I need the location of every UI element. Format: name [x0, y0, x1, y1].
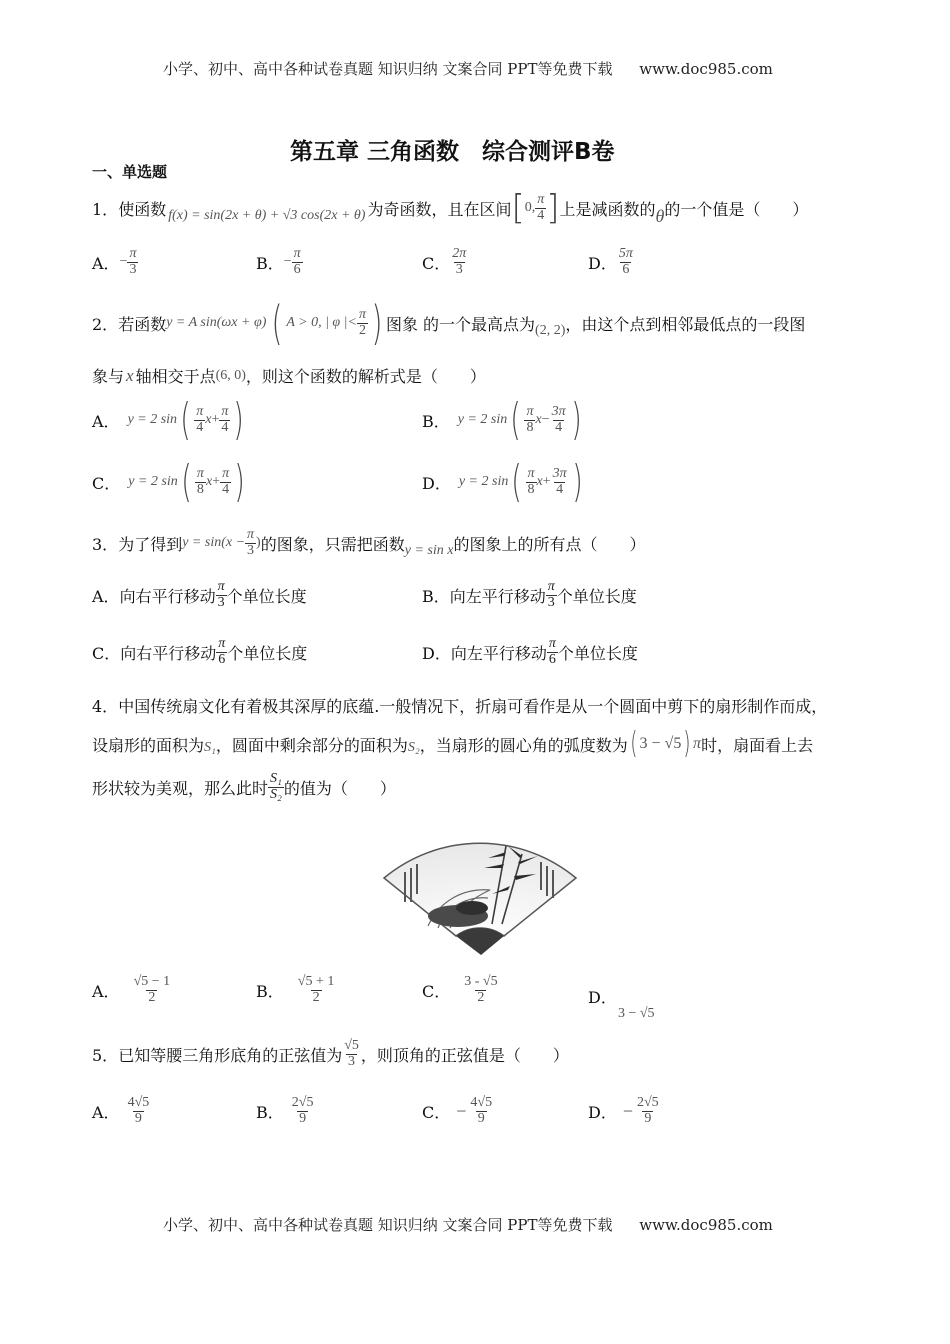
q2-point1: (2, 2) — [535, 323, 566, 338]
q3-formula2: y = sin x — [404, 543, 454, 558]
page-header — [163, 58, 773, 79]
footer-text: 小学、初中、高中各种试卷真题 知识归纳 文案合同 PPT等免费下载 — [163, 1216, 613, 1234]
q5-option-c[interactable]: C． − $\frac{4√5}{9}$ — [422, 1095, 493, 1126]
q2-point2: (6, 0) — [215, 367, 246, 383]
header-url: www.doc985.com — [639, 60, 773, 78]
q1-theta: θ — [655, 205, 665, 226]
q4-option-d[interactable]: D． 3 − √5 — [588, 988, 655, 1021]
question-4-line3: 形状较为美观，那么此时 $\frac{\text{S₁}}{\text{S₂}}$ 的值为（ ） — [92, 771, 396, 802]
q3-option-c[interactable]: C． 向右平行移动 $\frac{\pi}{6}$ 个单位长度 — [92, 636, 308, 667]
question-4-line2: 设扇形的面积为 S₁ ，圆面中剩余部分的面积为 S₂ ，当扇形的圆心角的弧度数为 ( 3 − √5 ) π 时，扇面看上去 — [92, 726, 814, 761]
q2-condition-fraction: $\frac{\pi}{2}$ — [358, 306, 366, 338]
q3-formula: y = sin(x − — [182, 535, 246, 550]
q5-option-d[interactable]: D． − $\frac{2√5}{9}$ — [588, 1095, 659, 1126]
q4-arc-value: 3 − √5 — [639, 735, 682, 752]
question-5: 5． 已知等腰三角形底角的正弦值为 $\frac{√5}{3}$ ，则顶角的正弦值是（ ） — [92, 1037, 569, 1069]
folding-fan-image — [380, 828, 580, 958]
q5-option-b[interactable]: B． $\frac{2√5}{9}$ — [256, 1095, 314, 1126]
q1-stem-tail: 的一个值是（ ） — [664, 199, 809, 219]
question-4-line1: 4．中国传统扇文化有着极其深厚的底蕴.一般情况下，折扇可看作是从一个圆面中剪下的扇形制作而成， — [92, 697, 828, 716]
q4-option-b[interactable]: B． $\frac{√5 + 1}{2}$ — [256, 974, 335, 1005]
footer-url: www.doc985.com — [639, 1216, 773, 1234]
question-2-line2: 象与 x 轴相交于点 (6, 0) ，则这个函数的解析式是（ ） — [92, 365, 486, 386]
q2-option-a[interactable]: A． y = 2 sin ( $\frac{\pi}{4}$ x + $\frac{\pi}{4}$ ) — [92, 394, 245, 445]
q3-option-b[interactable]: B． 向左平行移动 $\frac{\pi}{3}$ 个单位长度 — [422, 579, 637, 610]
q4-option-a[interactable]: A． $\frac{√5 - 1}{2}$ — [92, 974, 171, 1005]
q3-option-a[interactable]: A． 向右平行移动 $\frac{\pi}{3}$ 个单位长度 — [92, 579, 307, 610]
header-text: 小学、初中、高中各种试卷真题 知识归纳 文案合同 PPT等免费下载 — [163, 60, 613, 78]
page-footer — [163, 1214, 773, 1235]
section-heading: 一、单选题 — [92, 163, 168, 181]
q1-stem-mid: 为奇函数，且在区间 — [367, 199, 512, 219]
q1-option-d[interactable]: D． $\frac{5\pi}{6}$ — [588, 246, 633, 277]
q1-formula: f(x) = sin(2x + θ) + √3 cos(2x + θ) — [168, 208, 366, 223]
q2-option-b[interactable]: B． y = 2 sin ( $\frac{\pi}{8}$ x − $\frac{3\pi}{4}$ ) — [422, 394, 582, 445]
q1-number: 1． — [92, 199, 119, 219]
q1-interval-bracket-right: ] — [546, 188, 560, 228]
q2-condition: A > 0, | φ |< — [286, 315, 357, 330]
q3-option-d[interactable]: D． 向左平行移动 $\frac{\pi}{6}$ 个单位长度 — [422, 636, 638, 667]
question-1 — [92, 190, 808, 226]
page-title: 第五章 三角函数 综合测评B卷 — [290, 139, 615, 165]
q1-option-a[interactable]: A． − $\frac{\pi}{3}$ — [92, 246, 137, 277]
q1-option-c[interactable]: C． $\frac{2\pi}{3}$ — [422, 246, 467, 277]
question-3: 3． 为了得到 y = sin(x − $\frac{\pi}{3}$ ) 的图象，只需把函数 y = sin x 的图象上的所有点（ ） — [92, 526, 646, 558]
q1-option-b[interactable]: B． − $\frac{\pi}{6}$ — [256, 246, 301, 277]
question-2: 2． 若函数 y = A sin(ωx + φ) ( A > 0, | φ |< $\frac{\pi}{2}$ ) 图象 的一个最高点为 (2, 2) ，由这个点到相邻最低点的一段图 — [92, 296, 806, 350]
q1-interval-start: 0, — [524, 200, 536, 215]
q1-stem-post: 上是减函数的 — [559, 199, 656, 219]
q2-option-c[interactable]: C． y = 2 sin ( $\frac{\pi}{8}$ x + $\frac{\pi}{4}$ ) — [92, 456, 245, 507]
q5-option-a[interactable]: A． $\frac{4√5}{9}$ — [92, 1095, 150, 1126]
q4-option-c[interactable]: C． $\frac{3 - √5}{2}$ — [422, 974, 498, 1005]
q2-formula: y = A sin(ωx + φ) — [166, 315, 267, 330]
q2-option-d[interactable]: D． y = 2 sin ( $\frac{\pi}{8}$ x + $\frac{3\pi}{4}$ ) — [422, 456, 583, 507]
q1-interval-end: $\frac{\pi}{4}$ — [537, 191, 545, 223]
q1-stem-pre: 使函数 — [118, 199, 167, 219]
q1-interval-bracket-left: [ — [511, 188, 525, 228]
